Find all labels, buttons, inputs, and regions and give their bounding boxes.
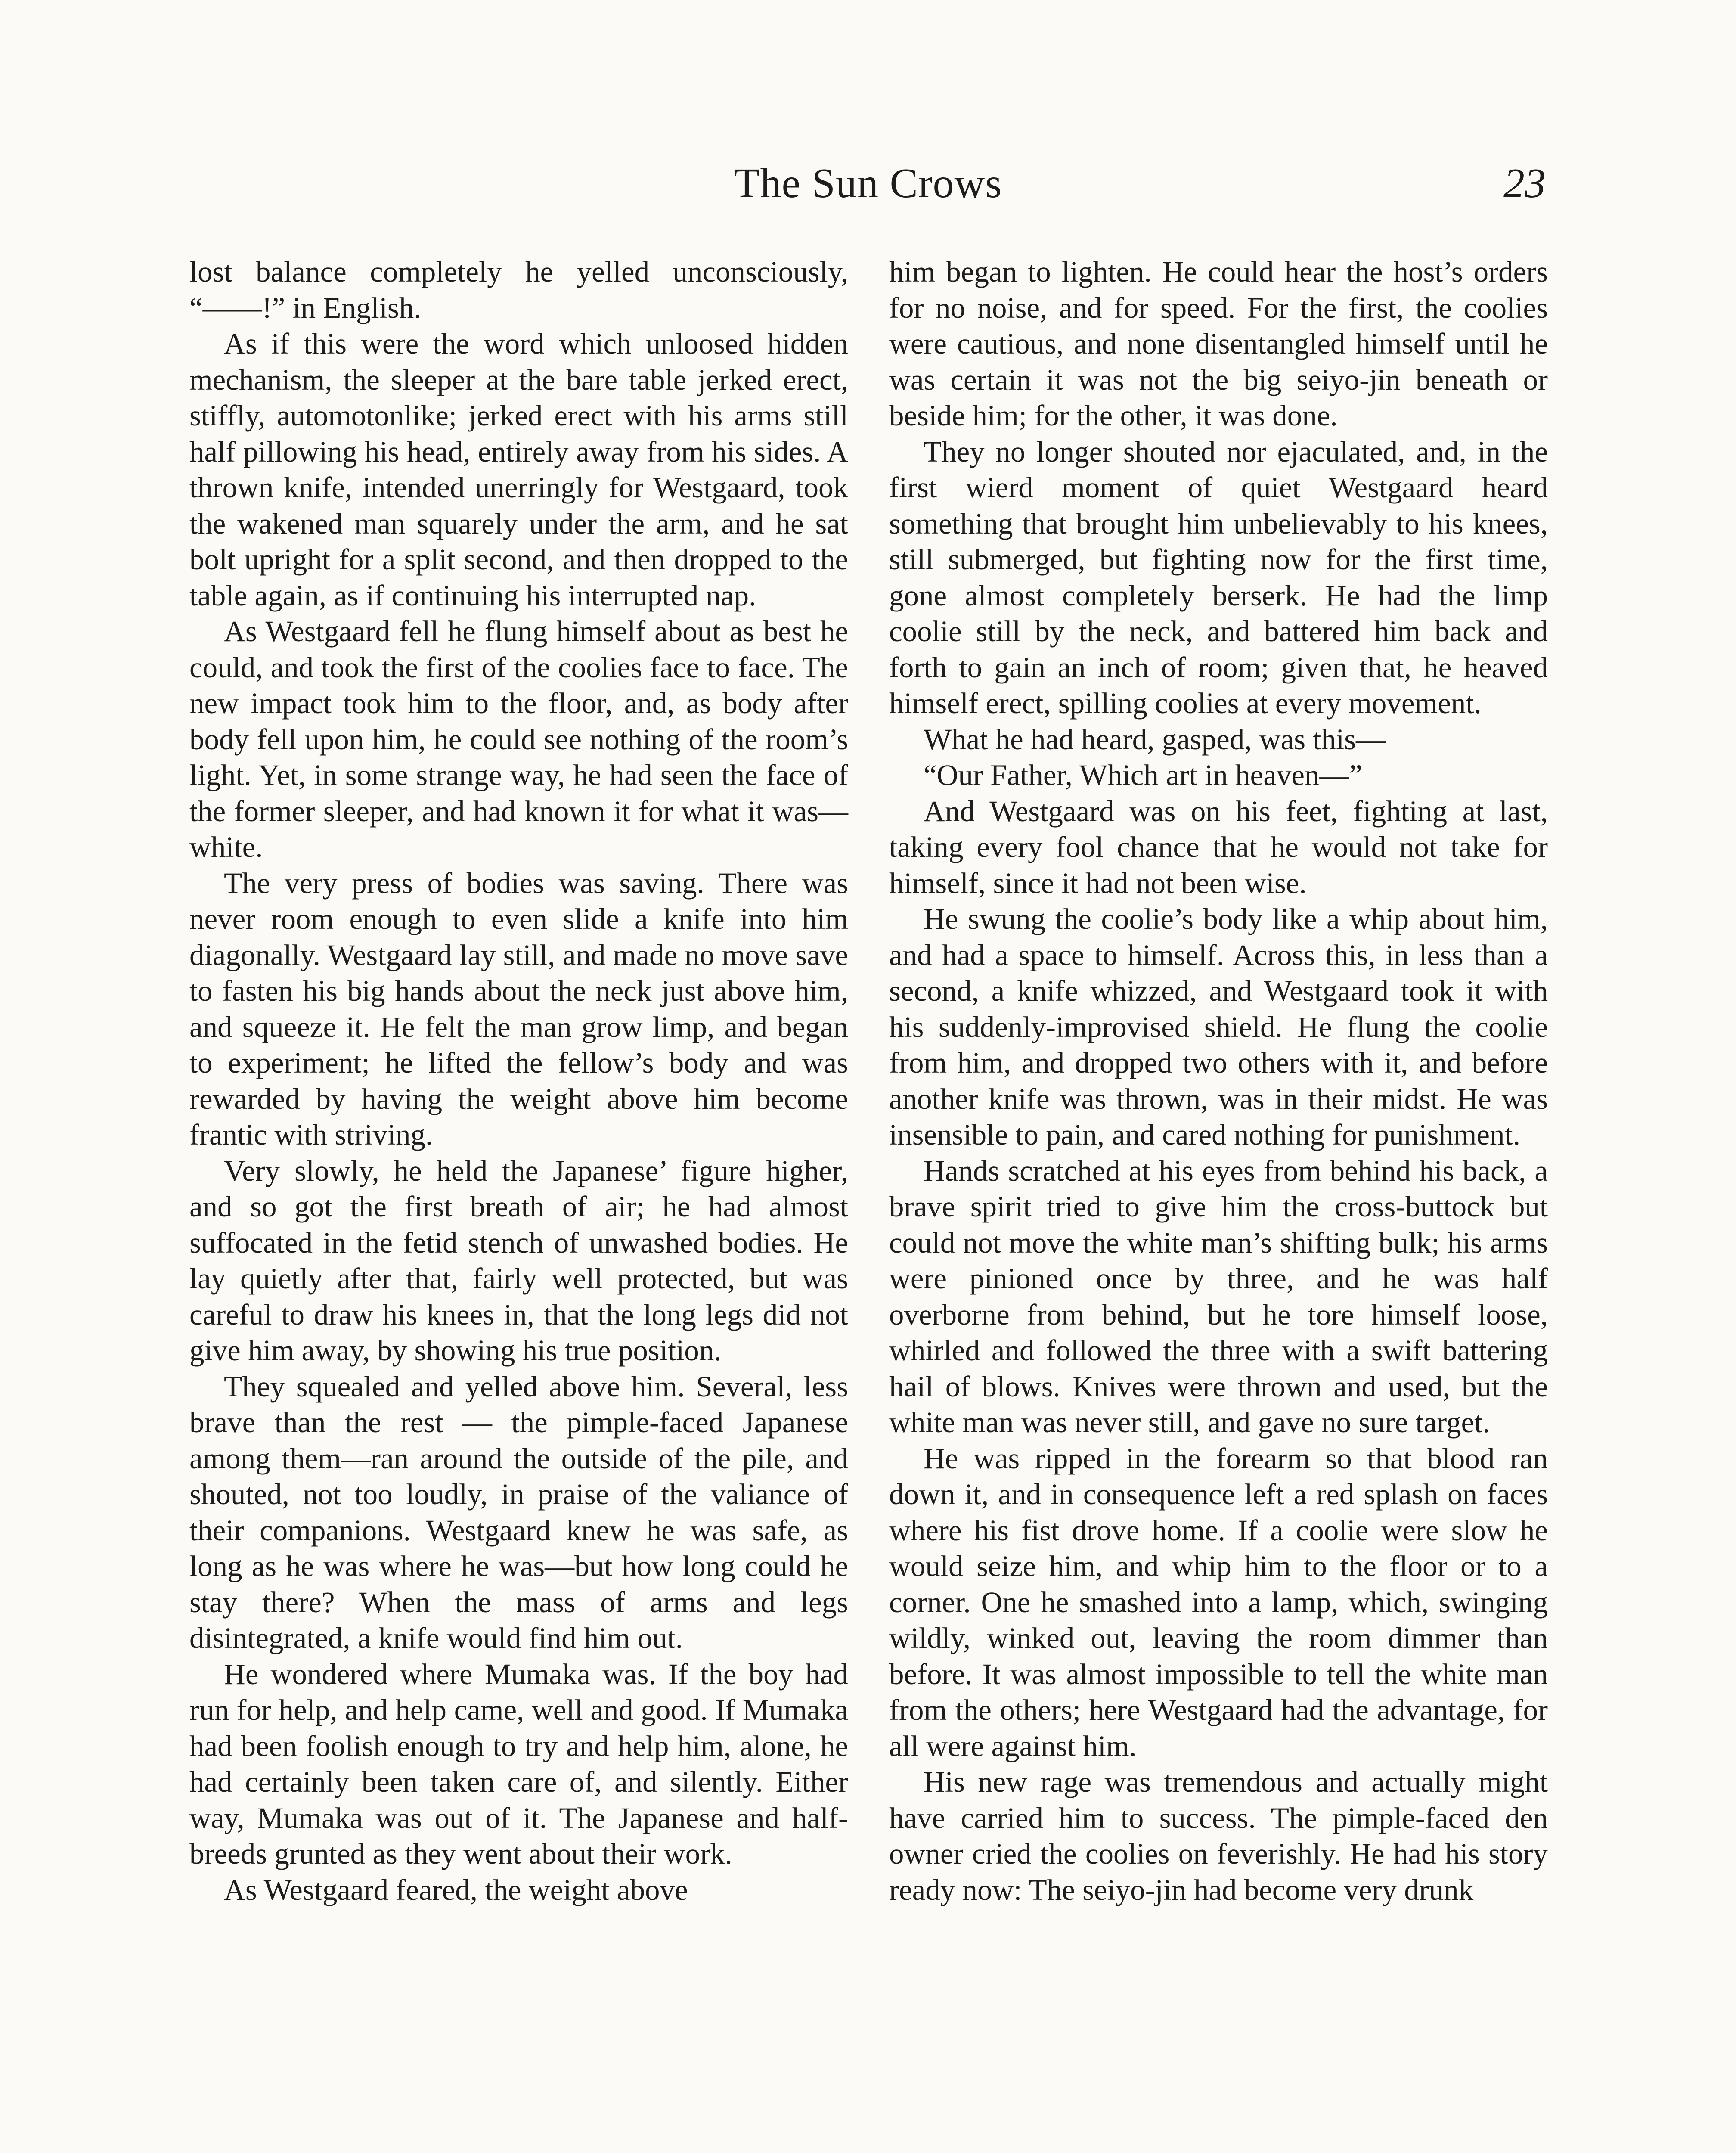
- left-text-column: [189, 254, 848, 1908]
- paragraph: As Westgaard feared, the weight above: [224, 1873, 688, 1906]
- paragraph: Hands scratched at his eyes from behind his back, a brave spirit tried to give him the cross-buttock but could not move the white man’s shifting bulk; his arms were pinioned once by three, and he was half overborne from behind, but he tore himself loose, whirled and followed the three with a swift battering hail of blows. Knives were thrown and used, but the white man was never still, and gave no sure target.: [889, 1154, 1548, 1439]
- paragraph: him began to lighten. He could hear the host’s orders for no noise, and for speed. For the first, the coolies were cautious, and none disentangled himself until he was certain it was not the big seiyo-jin beneath or beside him; for the other, it was done.: [889, 255, 1548, 432]
- paragraph: He wondered where Mumaka was. If the boy had run for help, and help came, well and good. If Mumaka had been foolish enough to try and help him, alone, he had certainly been taken care of, and silently. Either way, Mumaka was out of it. The Japanese and half-breeds grunted as they went about their work.: [189, 1657, 848, 1870]
- paragraph: “Our Father, Which art in heaven—”: [924, 759, 1363, 791]
- paragraph: He was ripped in the forearm so that blood ran down it, and in consequence left a red splash on faces where his fist drove home. If a coolie were slow he would seize him, and whip him to the floor or to a corner. One he smashed into a lamp, which, swinging wildly, winked out, leaving the room dimmer than before. It was almost impossible to tell the white man from the others; here Westgaard had the advantage, for all were against him.: [889, 1442, 1548, 1762]
- paragraph: As if this were the word which unloosed hidden mechanism, the sleeper at the bare table jerked erect, stiffly, automotonlike; jerked erect with his arms still half pillowing his head, entirely away from his sides. A thrown knife, intended unerringly for Westgaard, took the wakened man squarely under the arm, and he sat bolt upright for a split second, and then dropped to the table again, as if continuing his interrupted nap.: [189, 327, 848, 612]
- paragraph: They no longer shouted nor ejaculated, and, in the first wierd moment of quiet Westgaard heard something that brought him unbelievably to his knees, still submerged, but fighting now for the first time, gone almost completely berserk. He had the limp coolie still by the neck, and battered him back and forth to gain an inch of room; given that, he heaved himself erect, spilling coolies at every movement.: [889, 435, 1548, 720]
- paragraph: Very slowly, he held the Japanese’ figure higher, and so got the first breath of air; he had almost suffocated in the fetid stench of unwashed bodies. He lay quietly after that, fairly well protected, but was careful to draw his knees in, that the long legs did not give him away, by showing his true position.: [189, 1154, 848, 1367]
- paragraph: His new rage was tremendous and actually might have carried him to success. The pimple-faced den owner cried the coolies on feverishly. He had his story ready now: The seiyo-jin had become very drunk: [889, 1765, 1548, 1906]
- page-number: 23: [1504, 160, 1546, 207]
- paragraph: They squealed and yelled above him. Several, less brave than the rest — the pimple-faced Japanese among them—ran around the outside of the pile, and shouted, not too loudly, in praise of the valiance of their companions. Westgaard knew he was safe, as long as he was where he was—but how long could he stay there? When the mass of arms and legs disintegrated, a knife would find him out.: [189, 1370, 848, 1654]
- paragraph: lost balance completely he yelled unconsciously, “——!” in English.: [189, 255, 848, 324]
- paragraph: He swung the coolie’s body like a whip about him, and had a space to himself. Across this, in less than a second, a knife whizzed, and Westgaard took it with his suddenly-improvised shield. He flung the coolie from him, and dropped two others with it, and before another knife was thrown, was in their midst. He was insensible to pain, and cared nothing for punishment.: [889, 903, 1548, 1151]
- paragraph: And Westgaard was on his feet, fighting at last, taking every fool chance that he would not take for himself, since it had not been wise.: [889, 794, 1548, 900]
- right-text-column: [889, 254, 1548, 1908]
- paragraph: What he had heard, gasped, was this—: [924, 723, 1386, 756]
- paragraph: The very press of bodies was saving. There was never room enough to even slide a knife into him diagonally. Westgaard lay still, and made no move save to fasten his big hands about the neck just above him, and squeeze it. He felt the man grow limp, and began to experiment; he lifted the fellow’s body and was rewarded by having the weight above him become frantic with striving.: [189, 866, 848, 1151]
- paragraph: As Westgaard fell he flung himself about as best he could, and took the first of the coolies face to face. The new impact took him to the floor, and, as body after body fell upon him, he could see nothing of the room’s light. Yet, in some strange way, he had seen the face of the former sleeper, and had known it for what it was—white.: [189, 615, 848, 863]
- running-head-title: The Sun Crows: [734, 160, 1002, 207]
